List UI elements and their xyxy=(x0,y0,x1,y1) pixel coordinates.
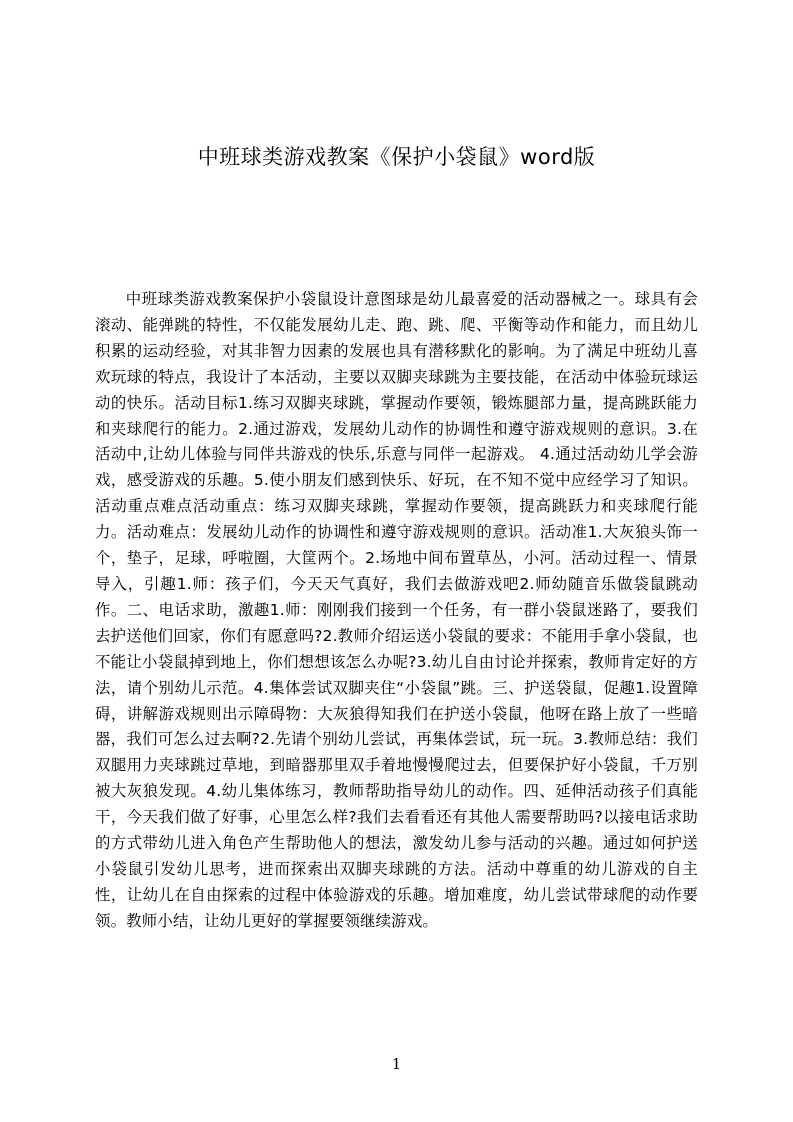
document-title: 中班球类游戏教案《保护小袋鼠》word版 xyxy=(197,145,596,169)
page-number: 1 xyxy=(391,1055,402,1073)
body-paragraph: 中班球类游戏教案保护小袋鼠设计意图球是幼儿最喜爱的活动器械之一。球具有会滚动、能弹跳的特性，不仅能发展幼儿走、跑、跳、爬、平衡等动作和能力，而且幼儿积累的运动经验，对其非智力因素的发展也具有潜移默化的影响。为了满足中班幼儿喜欢玩球的特点，我设计了本活动，主要以双脚夹球跳为主要技能，在活动中体验玩球运动的快乐。活动目标1.练习双脚夹球跳，掌握动作要领，锻炼腿部力量，提高跳跃能力和夹球爬行的能力。2.通过游戏，发展幼儿动作的协调性和遵守游戏规则的意识。3.在活动中,让幼儿体验与同伴共游戏的快乐,乐意与同伴一起游戏。 4.通过活动幼儿学会游戏，感受游戏的乐趣。5.使小朋友们感到快乐、好玩，在不知不觉中应经学习了知识。活动重点难点活动重点：练习双脚夹球跳，掌握动作要领，提高跳跃力和夹球爬行能力。活动难点：发展幼儿动作的协调性和遵守游戏规则的意识。活动准1.大灰狼头饰一个，垫子，足球，呼啦圈，大筐两个。2.场地中间布置草丛，小河。活动过程一、情景导入，引趣1.师：孩子们，今天天气真好，我们去做游戏吧2.师幼随音乐做袋鼠跳动作。二、电话求助，激趣1.师：刚刚我们接到一个任务，有一群小袋鼠迷路了，要我们去护送他们回家，你们有愿意吗?2.教师介绍运送小袋鼠的要求：不能用手拿小袋鼠，也不能让小袋鼠掉到地上，你们想想该怎么办呢?3.幼儿自由讨论并探索，教师肯定好的方法，请个别幼儿示范。4.集体尝试双脚夹住“小袋鼠”跳。三、护送袋鼠，促趣1.设置障碍，讲解游戏规则出示障碍物：大灰狼得知我们在护送小袋鼠，他呀在路上放了一些暗器，我们可怎么过去啊?2.先请个别幼儿尝试，再集体尝试，玩一玩。3.教师总结：我们双腿用力夹球跳过草地，到暗器那里双手着地慢慢爬过去，但要保护好小袋鼠，千万别被大灰狼发现。4.幼儿集体练习，教师帮助指导幼儿的动作。四、延伸活动孩子们真能干，今天我们做了好事，心里怎么样?我们去看看还有其他人需要帮助吗?以接电话求助的方式带幼儿进入角色产生帮助他人的想法，激发幼儿参与活动的兴趣。通过如何护送小袋鼠引发幼儿思考，进而探索出双脚夹球跳的方法。活动中尊重的幼儿游戏的自主性，让幼儿在自由探索的过程中体验游戏的乐趣。增加难度，幼儿尝试带球爬的动作要领。教师小结，让幼儿更好的掌握要领继续游戏。 xyxy=(95,290,698,930)
